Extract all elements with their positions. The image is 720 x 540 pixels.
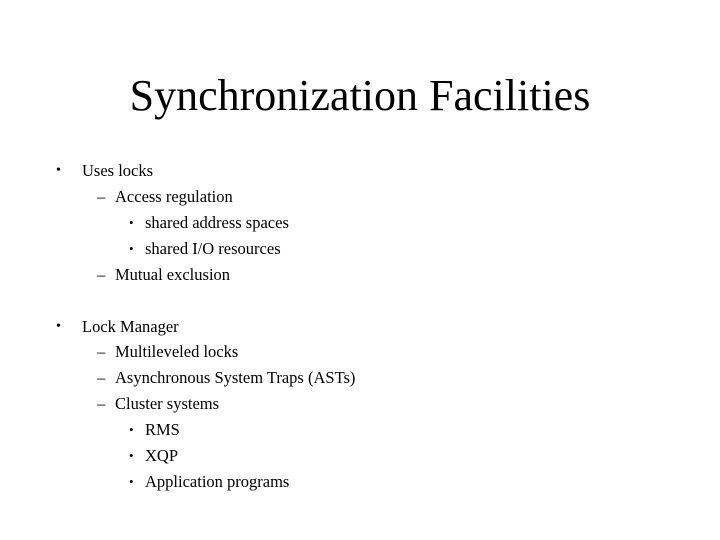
subbullet-asynchronous-system-traps: Asynchronous System Traps (ASTs): [115, 368, 356, 387]
subsub-bullet-marker: •: [129, 448, 134, 463]
subbullet-cluster-systems: Cluster systems: [115, 394, 220, 413]
dash-marker: –: [97, 394, 106, 413]
bullet-lock-manager: Lock Manager: [82, 317, 179, 336]
dash-marker: –: [97, 342, 106, 361]
subsubbullet-rms: RMS: [145, 420, 180, 439]
subsub-bullet-marker: •: [129, 241, 134, 256]
subsubbullet-xqp: XQP: [145, 446, 179, 465]
subsubbullet-application-programs: Application programs: [145, 472, 290, 491]
subsub-bullet-marker: •: [129, 215, 134, 230]
bullet-uses-locks: Uses locks: [82, 161, 154, 180]
dash-marker: –: [97, 368, 106, 387]
bullet-marker: •: [56, 163, 61, 178]
bullet-marker: •: [56, 319, 61, 334]
subsubbullet-shared-address-spaces: shared address spaces: [145, 213, 289, 232]
dash-marker: –: [97, 187, 106, 206]
subbullet-multileveled-locks: Multileveled locks: [115, 342, 239, 361]
subsub-bullet-marker: •: [129, 422, 134, 437]
subsub-bullet-marker: •: [129, 474, 134, 489]
subbullet-mutual-exclusion: Mutual exclusion: [115, 265, 231, 284]
subbullet-access-regulation: Access regulation: [115, 187, 233, 206]
slide-title: Synchronization Facilities: [129, 71, 591, 120]
dash-marker: –: [97, 265, 106, 284]
subsubbullet-shared-io-resources: shared I/O resources: [145, 239, 281, 258]
